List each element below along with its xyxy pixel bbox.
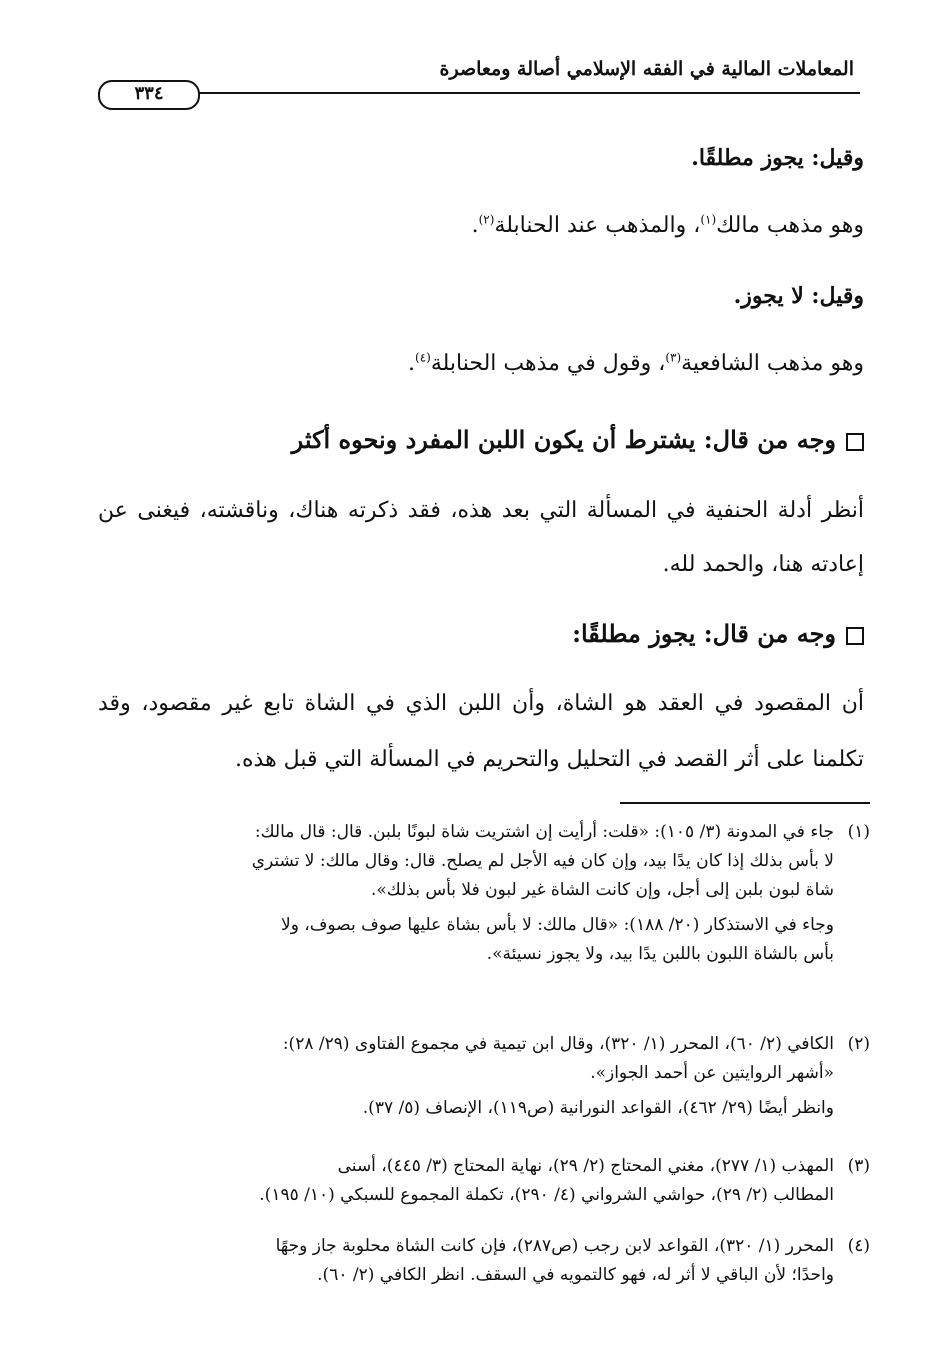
paragraph-maqsood: أن المقصود في العقد هو الشاة، وأن اللبن الذي في الشاة تابع غير مقصود، وقد تكلمنا على أثر القصد في التحليل والتحريم في المسألة التي قبل هذه. bbox=[98, 691, 864, 772]
page-number: ٣٣٤ bbox=[98, 80, 200, 110]
page-header bbox=[98, 52, 860, 112]
footnote-line: المهذب (١/ ٢٧٧)، مغني المحتاج (٢/ ٢٩)، نهاية المحتاج (٣/ ٤٤٥)، أسنى bbox=[337, 1156, 834, 1176]
footnote-number: (٢) bbox=[847, 1034, 870, 1054]
footnote-line: الكافي (٢/ ٦٠)، المحرر (١/ ٣٢٠)، وقال ابن تيمية في مجموع الفتاوى (٢٩/ ٢٨): bbox=[282, 1034, 834, 1054]
header-rule bbox=[98, 92, 860, 94]
square-bullet-icon bbox=[846, 433, 864, 451]
section-heading-1 bbox=[98, 424, 864, 456]
footnote-ref-3[interactable]: (٣) bbox=[665, 350, 682, 365]
footnote-text bbox=[98, 1152, 834, 1210]
heading-text: وجه من قال: يشترط أن يكون اللبن المفرد ونحوه أكثر bbox=[291, 425, 836, 454]
paragraph-qeel-la-yajooz: وقيل: لا يجوز. bbox=[733, 283, 864, 309]
footnote-separator bbox=[620, 802, 870, 804]
footnote-number: (٤) bbox=[847, 1236, 870, 1256]
footnote-text bbox=[98, 1232, 834, 1290]
footnote-ref-4[interactable]: (٤) bbox=[415, 350, 431, 365]
text-segment: ، وقول في مذهب الحنابلة bbox=[430, 351, 666, 376]
footnote-ref-1[interactable]: (١) bbox=[700, 212, 717, 227]
footnote-line: المطالب (٢/ ٢٩)، حواشي الشرواني (٤/ ٢٩٠)، تكملة المجموع للسبكي (١٠/ ١٩٥). bbox=[259, 1185, 834, 1205]
text-segment: وهو مذهب مالك bbox=[716, 213, 864, 238]
footnote-line: واحدًا؛ لأن الباقي لا أثر له، فهو كالتمويه في السقف. انظر الكافي (٢/ ٦٠). bbox=[317, 1265, 834, 1285]
text-segment: وهو مذهب الشافعية bbox=[681, 351, 864, 376]
footnote-line: المحرر (١/ ٣٢٠)، القواعد لابن رجب (ص٢٨٧)، فإن كانت الشاة محلوبة جاز وجهًا bbox=[275, 1236, 834, 1256]
footnote-text bbox=[98, 1030, 834, 1123]
paragraph-madhhab-malik bbox=[98, 210, 864, 242]
text-segment: ، والمذهب عند الحنابلة bbox=[494, 213, 701, 238]
running-title: المعاملات المالية في الفقه الإسلامي أصالة ومعاصرة bbox=[439, 58, 854, 80]
square-bullet-icon bbox=[846, 627, 864, 645]
heading-text: وجه من قال: يجوز مطلقًا: bbox=[572, 619, 836, 648]
footnote-text bbox=[98, 818, 834, 969]
footnote-line: «أشهر الروايتين عن أحمد الجواز». bbox=[590, 1063, 834, 1083]
paragraph-hanafi-evidence: أنظر أدلة الحنفية في المسألة التي بعد هذه، فقد ذكرته هناك، وناقشته، فيغنى عن إعادته هنا، والحمد لله. bbox=[98, 498, 864, 577]
footnote-line: جاء في المدونة (٣/ ١٠٥): «قلت: أرأيت إن اشتريت شاة لبونًا بلبن. قال: قال مالك: bbox=[254, 822, 834, 842]
footnote-line: شاة لبون بلبن إلى أجل، وإن كانت الشاة غير لبون فلا بأس بذلك». bbox=[371, 880, 834, 900]
text-segment: . bbox=[471, 213, 479, 238]
footnote-ref-2[interactable]: (٢) bbox=[478, 212, 495, 227]
footnote-number: (١) bbox=[847, 822, 870, 842]
footnote-line: وجاء في الاستذكار (٢٠/ ١٨٨): «قال مالك: لا بأس بشاة عليها صوف بصوف، ولا bbox=[281, 915, 834, 935]
paragraph-madhhab-shafiiyya bbox=[98, 348, 864, 380]
footnote-line: بأس بالشاة اللبون باللبن يدًا بيد، ولا يجوز نسيئة». bbox=[486, 944, 834, 964]
footnote-line: لا بأس بذلك إذا كان يدًا بيد، وإن كان فيه الأجل لم يصلح. قال: وقال مالك: لا تشتري bbox=[251, 851, 834, 871]
paragraph-qeel-yajooz: وقيل: يجوز مطلقًا. bbox=[691, 145, 864, 171]
text-segment: . bbox=[408, 351, 415, 376]
section-heading-2 bbox=[98, 618, 864, 650]
footnote-number: (٣) bbox=[847, 1156, 870, 1176]
footnote-line: وانظر أيضًا (٢٩/ ٤٦٢)، القواعد النورانية (ص١١٩)، الإنصاف (٥/ ٣٧). bbox=[362, 1098, 834, 1118]
